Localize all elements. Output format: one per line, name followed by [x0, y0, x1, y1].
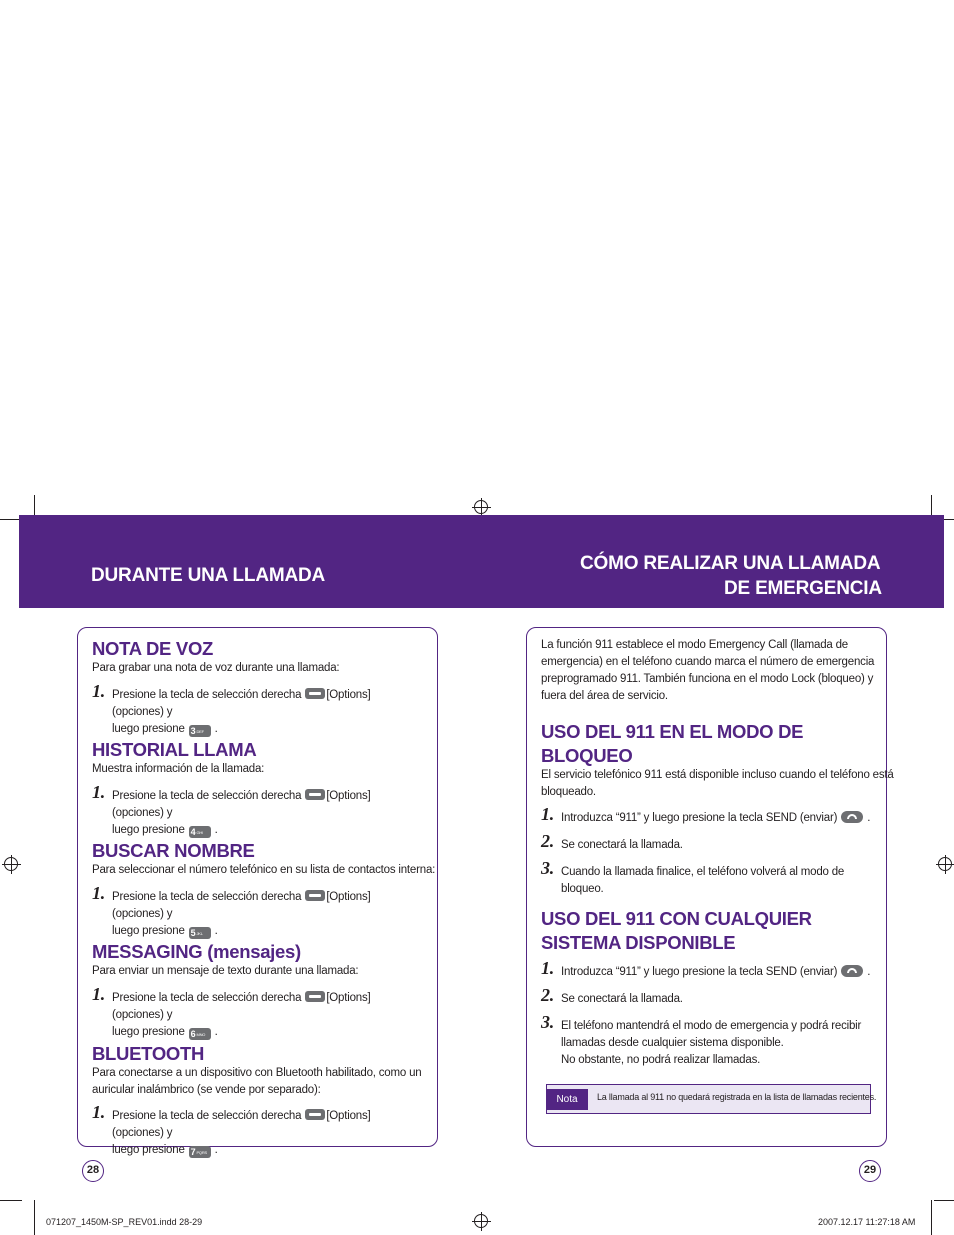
right-soft-key-icon [305, 688, 325, 699]
right-page-title-line2: DE EMERGENCIA [724, 578, 882, 599]
section-title-messaging: MESSAGING (mensajes) [92, 941, 301, 962]
step-number: 3. [541, 1012, 555, 1032]
step-text: No obstante, no podrá realizar llamadas. [561, 1054, 761, 1066]
send-key-icon [841, 811, 863, 823]
right-page-title-line1: CÓMO REALIZAR UNA LLAMADA [580, 553, 881, 574]
step-text: El teléfono mantendrá el modo de emergencia y podrá recibir [561, 1020, 862, 1032]
slug-filename: 071207_1450M-SP_REV01.indd 28-29 [46, 1217, 203, 1227]
section-description: Para enviar un mensaje de texto durante una llamada: [92, 965, 359, 977]
key-6-icon: 6MNO [189, 1028, 211, 1040]
left-page-title: DURANTE UNA LLAMADA [91, 565, 326, 586]
crop-mark [34, 1200, 35, 1235]
step-number: 1. [92, 782, 106, 802]
section-title-buscar-nombre: BUSCAR NOMBRE [92, 840, 255, 861]
step-item [541, 831, 876, 854]
step-text: Se conectará la llamada. [561, 839, 683, 851]
section-description: Para conectarse a un dispositivo con Bluetooth habilitado, como un [92, 1067, 422, 1079]
section-description: bloqueado. [541, 786, 596, 798]
key-7-icon: 7PQRS [189, 1146, 211, 1158]
key-3-icon: 3DEF [189, 725, 211, 737]
step-text: Se conectará la llamada. [561, 993, 683, 1005]
step-number: 1. [541, 804, 555, 824]
step-text: Cuando la llamada finalice, el teléfono volverá al modo de bloqueo. [561, 866, 845, 895]
right-soft-key-icon [305, 991, 325, 1002]
step-text: Presione la tecla de selección derecha [112, 689, 302, 701]
step-text: Presione la tecla de selección derecha [112, 992, 302, 1004]
slug-datetime: 2007.12.17 11:27:18 AM [818, 1217, 916, 1227]
step-text: [Options] (opciones) y [112, 689, 371, 718]
section-description: Para grabar una nota de voz durante una llamada: [92, 662, 340, 674]
step-number: 2. [541, 831, 555, 851]
registration-mark-icon [4, 857, 18, 871]
step-item: 1. Presione la tecla de selección derecha [Options] (opciones) y luego presione 3DEF . [92, 681, 371, 736]
step-text: luego presione [112, 925, 185, 937]
registration-mark-icon [474, 500, 488, 514]
step-text: Presione la tecla de selección derecha [112, 790, 302, 802]
step-item [541, 1012, 876, 1069]
key-4-icon: 4GHI [189, 826, 211, 838]
step-number: 1. [92, 883, 106, 903]
step-number: 2. [541, 985, 555, 1005]
step-item [541, 858, 876, 898]
intro-paragraph-line: La función 911 establece el modo Emergency Call (llamada de [541, 639, 848, 651]
crop-mark [0, 1200, 22, 1201]
step-text: Introduzca “911” y luego presione la tecla SEND (enviar) [561, 966, 838, 978]
section-title-any-system: USO DEL 911 CON CUALQUIER [541, 908, 812, 929]
section-title-historial-llama: HISTORIAL LLAMA [92, 739, 257, 760]
step-number: 1. [92, 984, 106, 1004]
right-soft-key-icon [305, 890, 325, 901]
section-description: Para seleccionar el número telefónico en su lista de contactos interna: [92, 864, 436, 876]
section-description: El servicio telefónico 911 está disponible incluso cuando el teléfono está [541, 769, 894, 781]
registration-mark-icon [474, 1214, 488, 1228]
send-key-icon [841, 965, 863, 977]
right-soft-key-icon [305, 1109, 325, 1120]
step-text: [Options] (opciones) y [112, 992, 371, 1021]
registration-mark-icon [938, 857, 952, 871]
step-number: 1. [92, 1102, 106, 1122]
crop-mark [934, 1200, 954, 1201]
step-item: 1. Presione la tecla de selección derecha [Options] (opciones) y luego presione 7PQRS . [92, 1102, 371, 1157]
step-text: llamadas desde cualquier sistema disponible. [561, 1037, 784, 1049]
step-item: 1. Presione la tecla de selección derecha [Options] (opciones) y luego presione 4GHI . [92, 782, 371, 837]
step-text: [Options] (opciones) y [112, 891, 371, 920]
intro-paragraph-line: fuera del área de servicio. [541, 690, 668, 702]
step-text: Presione la tecla de selección derecha [112, 891, 302, 903]
step-item: 1. Introduzca “911” y luego presione la tecla SEND (enviar) . [541, 958, 871, 978]
page-number-right: 29 [859, 1160, 881, 1182]
section-title-lock-mode: USO DEL 911 EN EL MODO DE [541, 721, 804, 742]
note-label: Nota [546, 1089, 588, 1110]
step-text: luego presione [112, 1144, 185, 1156]
intro-paragraph-line: preprogramado 911. También funciona en el modo Lock (bloqueo) y [541, 673, 874, 685]
step-text: Presione la tecla de selección derecha [112, 1110, 302, 1122]
step-number: 1. [541, 958, 555, 978]
section-title-nota-de-voz: NOTA DE VOZ [92, 638, 214, 659]
right-soft-key-icon [305, 789, 325, 800]
step-item: 1. Introduzca “911” y luego presione la tecla SEND (enviar) . [541, 804, 871, 824]
section-title-any-system-line2: SISTEMA DISPONIBLE [541, 932, 736, 953]
step-text: [Options] (opciones) y [112, 790, 371, 819]
note-text: La llamada al 911 no quedará registrada en la lista de llamadas recientes. [597, 1092, 877, 1102]
section-title-lock-mode-line2: BLOQUEO [541, 745, 633, 766]
step-text: luego presione [112, 723, 185, 735]
step-text: luego presione [112, 1026, 185, 1038]
step-text: luego presione [112, 824, 185, 836]
key-5-icon: 5JKL [189, 927, 211, 939]
step-item: 1. Presione la tecla de selección derecha [Options] (opciones) y luego presione 6MNO . [92, 984, 371, 1039]
intro-paragraph-line: emergencia) en el teléfono cuando marca el número de emergencia [541, 656, 875, 668]
step-item [541, 985, 876, 1008]
crop-mark [931, 1200, 932, 1235]
step-number: 3. [541, 858, 555, 878]
step-text: Introduzca “911” y luego presione la tecla SEND (enviar) [561, 812, 838, 824]
section-title-bluetooth: BLUETOOTH [92, 1043, 205, 1064]
step-text: [Options] (opciones) y [112, 1110, 371, 1139]
step-item: 1. Presione la tecla de selección derecha [Options] (opciones) y luego presione 5JKL . [92, 883, 371, 938]
section-description: auricular inalámbrico (se vende por separado): [92, 1084, 321, 1096]
step-number: 1. [92, 681, 106, 701]
page-number-left: 28 [82, 1160, 104, 1182]
section-description: Muestra información de la llamada: [92, 763, 265, 775]
